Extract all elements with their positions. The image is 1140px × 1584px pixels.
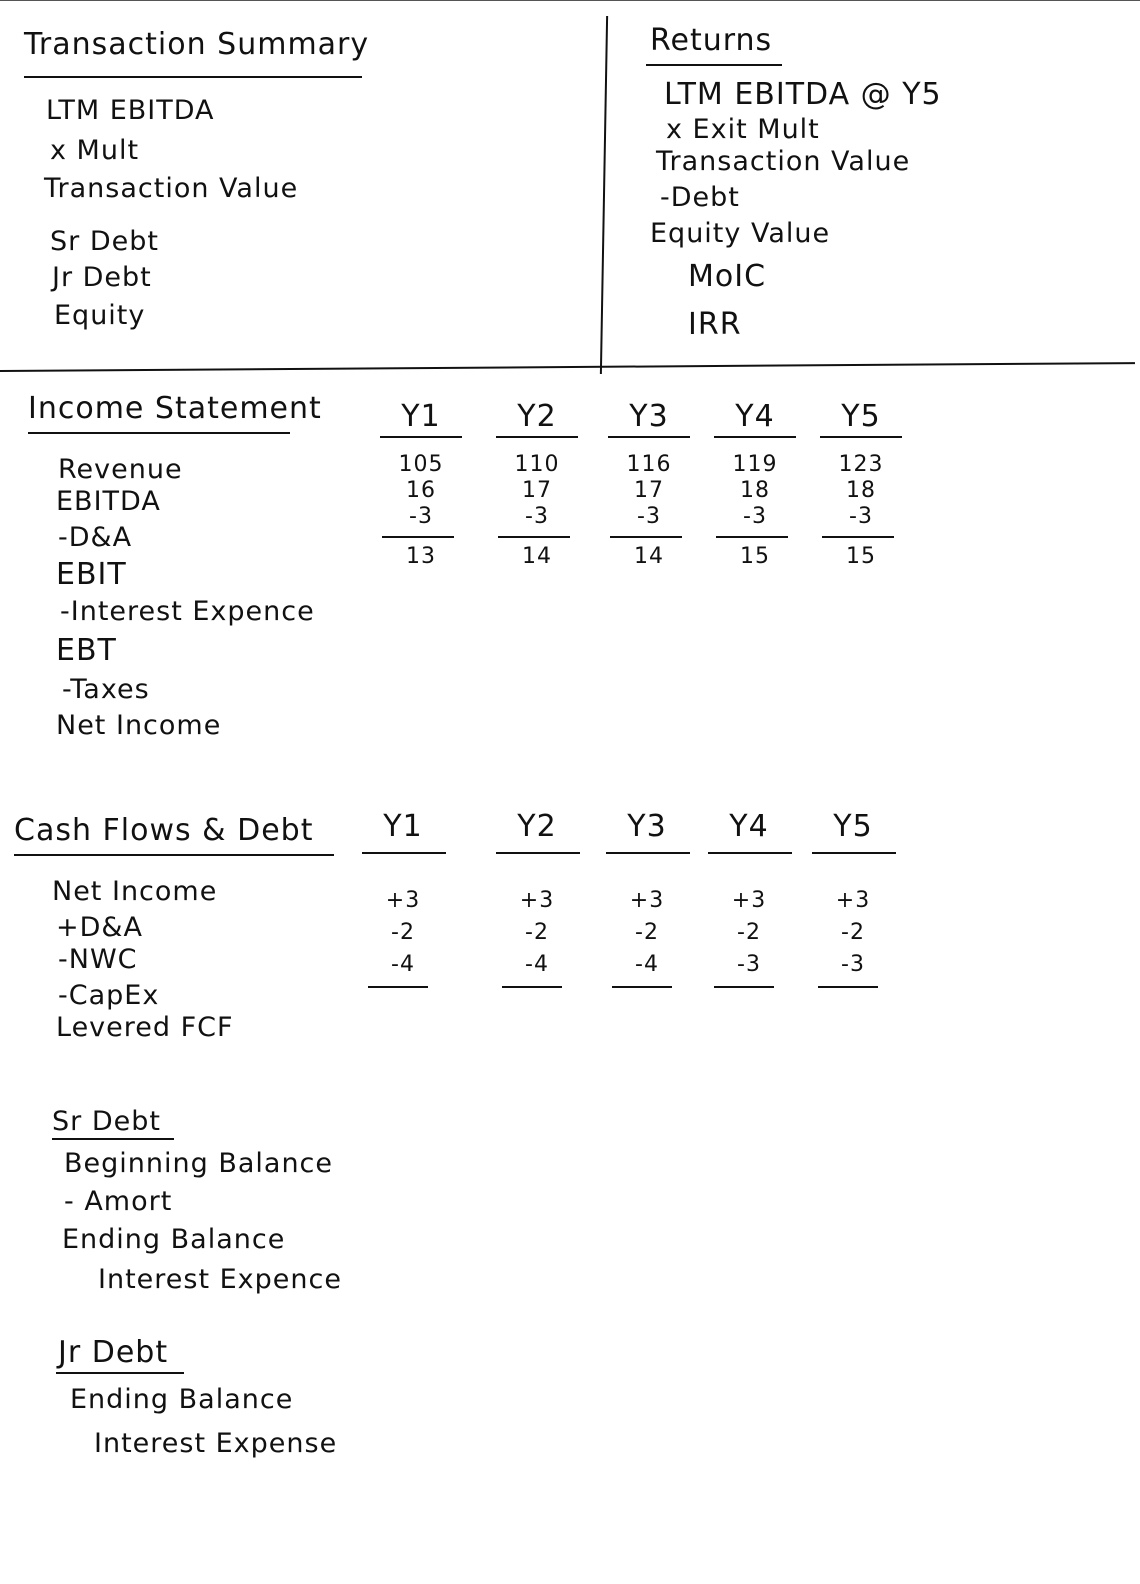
is-subtotal-line — [716, 536, 788, 538]
is-year-header: Y4 — [735, 399, 775, 434]
cf-row-capex: -CapEx — [58, 980, 160, 1011]
income-statement-title: Income Statement — [28, 391, 322, 426]
sr-row-amort: - Amort — [64, 1186, 173, 1217]
is-subtotal-line — [382, 536, 454, 538]
is-year-underline — [820, 436, 902, 438]
is-subtotal-line — [498, 536, 570, 538]
cash-flows-underline — [14, 854, 334, 856]
is-value-cell: 15 — [846, 544, 876, 569]
top-border — [0, 0, 1140, 1]
cf-subtotal-line — [502, 986, 562, 988]
is-value-cell: 116 — [626, 452, 672, 477]
is-row-interest-expense: -Interest Expence — [60, 596, 315, 627]
is-year-header: Y2 — [517, 399, 557, 434]
is-value-cell: 14 — [522, 544, 552, 569]
cash-flows-title: Cash Flows & Debt — [14, 813, 314, 848]
cf-value-cell: -3 — [737, 952, 761, 977]
returns-row-debt: -Debt — [660, 182, 740, 213]
is-year-header: Y1 — [401, 399, 441, 434]
returns-row-transaction-value: Transaction Value — [656, 146, 911, 177]
is-value-cell: -3 — [409, 504, 433, 529]
cf-value-cell: -2 — [635, 920, 659, 945]
cf-year-underline — [362, 852, 446, 854]
returns-underline — [646, 64, 782, 66]
is-subtotal-line — [610, 536, 682, 538]
ts-row-jr-debt: Jr Debt — [52, 262, 152, 293]
cf-value-cell: +3 — [731, 888, 767, 913]
jr-row-interest-expense: Interest Expense — [94, 1428, 338, 1459]
cf-value-cell: +3 — [835, 888, 871, 913]
cf-year-header: Y1 — [383, 809, 423, 844]
transaction-summary-underline — [24, 76, 362, 78]
is-value-cell: -3 — [525, 504, 549, 529]
is-value-cell: 110 — [514, 452, 560, 477]
cf-value-cell: -2 — [391, 920, 415, 945]
is-value-cell: 13 — [406, 544, 436, 569]
jr-debt-underline — [56, 1372, 184, 1374]
is-row-ebit: EBIT — [56, 557, 127, 592]
cf-value-cell: -2 — [525, 920, 549, 945]
cf-row-nwc: -NWC — [58, 944, 138, 975]
is-value-cell: 17 — [634, 478, 664, 503]
is-year-header: Y3 — [629, 399, 669, 434]
vertical-divider — [600, 16, 608, 374]
returns-title: Returns — [650, 23, 773, 58]
is-row-net-income: Net Income — [56, 710, 222, 741]
cf-row-levered-fcf: Levered FCF — [56, 1012, 234, 1043]
returns-row-ltm-ebitda-y5: LTM EBITDA @ Y5 — [664, 77, 942, 112]
is-value-cell: 17 — [522, 478, 552, 503]
is-value-cell: 15 — [740, 544, 770, 569]
cf-value-cell: -4 — [525, 952, 549, 977]
cf-year-header: Y5 — [833, 809, 873, 844]
cf-row-net-income: Net Income — [52, 876, 218, 907]
jr-row-ending-balance: Ending Balance — [70, 1384, 294, 1415]
is-value-cell: 18 — [846, 478, 876, 503]
cf-year-header: Y4 — [729, 809, 769, 844]
is-value-cell: -3 — [637, 504, 661, 529]
is-value-cell: 123 — [838, 452, 884, 477]
cf-value-cell: -4 — [391, 952, 415, 977]
is-value-cell: 14 — [634, 544, 664, 569]
cf-year-header: Y2 — [517, 809, 557, 844]
sr-row-ending-balance: Ending Balance — [62, 1224, 286, 1255]
is-year-underline — [714, 436, 796, 438]
ts-row-transaction-value: Transaction Value — [44, 173, 299, 204]
cf-value-cell: -2 — [737, 920, 761, 945]
is-row-taxes: -Taxes — [62, 674, 150, 705]
income-statement-underline — [28, 432, 290, 434]
cf-year-underline — [812, 852, 896, 854]
is-value-cell: 105 — [398, 452, 444, 477]
is-row-da: -D&A — [58, 522, 133, 553]
is-value-cell: -3 — [743, 504, 767, 529]
cf-subtotal-line — [612, 986, 672, 988]
returns-row-moic: MoIC — [688, 259, 767, 294]
is-year-header: Y5 — [841, 399, 881, 434]
is-value-cell: 119 — [732, 452, 778, 477]
cf-value-cell: -2 — [841, 920, 865, 945]
cf-row-da: +D&A — [56, 912, 143, 943]
cf-subtotal-line — [818, 986, 878, 988]
sr-debt-title: Sr Debt — [52, 1106, 161, 1137]
returns-row-exit-mult: x Exit Mult — [666, 114, 820, 145]
ts-row-ltm-ebitda: LTM EBITDA — [46, 95, 215, 126]
sr-row-interest-expense: Interest Expence — [98, 1264, 342, 1295]
cf-value-cell: +3 — [629, 888, 665, 913]
ts-row-sr-debt: Sr Debt — [50, 226, 159, 257]
cf-subtotal-line — [368, 986, 428, 988]
cf-value-cell: -3 — [841, 952, 865, 977]
ts-row-equity: Equity — [54, 300, 146, 331]
cf-value-cell: +3 — [385, 888, 421, 913]
returns-row-irr: IRR — [688, 307, 742, 342]
cf-year-header: Y3 — [627, 809, 667, 844]
returns-row-equity-value: Equity Value — [650, 218, 831, 249]
is-row-ebitda: EBITDA — [56, 486, 161, 517]
cf-year-underline — [496, 852, 580, 854]
is-subtotal-line — [822, 536, 894, 538]
sr-debt-underline — [52, 1138, 174, 1140]
is-value-cell: 16 — [406, 478, 436, 503]
cf-value-cell: -4 — [635, 952, 659, 977]
is-value-cell: 18 — [740, 478, 770, 503]
cf-subtotal-line — [714, 986, 774, 988]
transaction-summary-title: Transaction Summary — [24, 27, 370, 62]
is-year-underline — [608, 436, 690, 438]
cf-value-cell: +3 — [519, 888, 555, 913]
sr-row-beginning-balance: Beginning Balance — [64, 1148, 334, 1179]
is-year-underline — [380, 436, 462, 438]
horizontal-divider — [0, 362, 1135, 372]
is-row-ebt: EBT — [56, 633, 117, 668]
is-value-cell: -3 — [849, 504, 873, 529]
is-row-revenue: Revenue — [58, 454, 183, 485]
ts-row-mult: x Mult — [50, 135, 140, 166]
cf-year-underline — [606, 852, 690, 854]
jr-debt-title: Jr Debt — [58, 1335, 169, 1370]
is-year-underline — [496, 436, 578, 438]
cf-year-underline — [708, 852, 792, 854]
